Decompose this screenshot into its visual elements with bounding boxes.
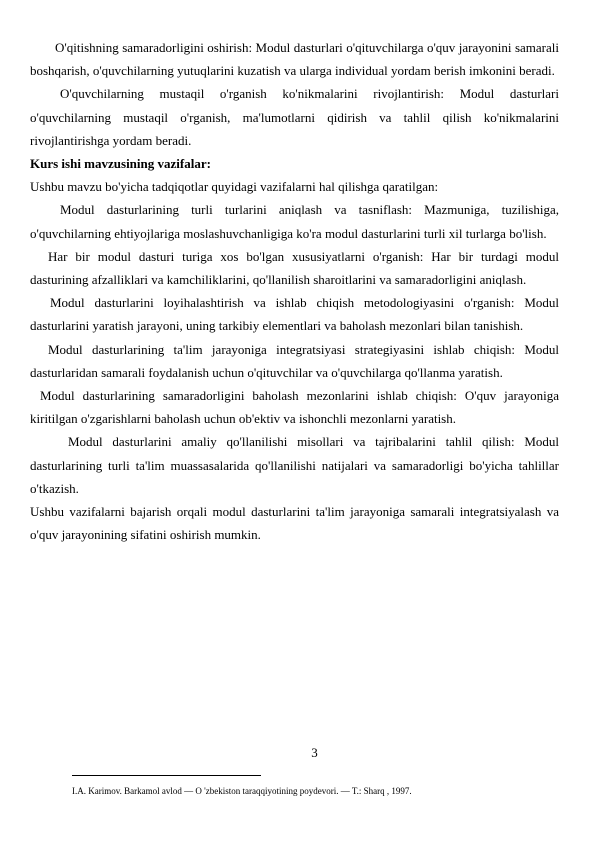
section-heading: Kurs ishi mavzusining vazifalar:	[30, 156, 211, 172]
footnote: I.A. Karimov. Barkamol avlod — O 'zbekiston taraqqiyotining poydevori. — T.: Sharq , 1997.	[72, 786, 412, 796]
paragraph-task-evaluation: Modul dasturlarining samaradorligini baholash mezonlarini ishlab chiqish: O'quv jarayoniga kiritilgan o'zgarishlarni baholash uchun ob'ektiv va ishonchli mezonlarni yaratish.	[30, 388, 559, 427]
paragraph-task-methodology: Modul dasturlarini loyihalashtirish va ishlab chiqish metodologiyasini o'rganish: Modul dasturlarini yaratish jarayoni, uning tarkibiy elementlari va baholash mezonlari bilan tanishish.	[30, 295, 559, 334]
document-body	[30, 36, 559, 546]
paragraph-task-features: Har bir modul dasturi turiga xos bo'lgan xususiyatlarni o'rganish: Har bir turdagi modul dasturining afzalliklari va kamchiliklarini, qo'llanilish sharoitlarini va samaradorligini aniqlash.	[30, 248, 559, 288]
paragraph-task-practice: Modul dasturlarini amaliy qo'llanilishi misollari va tajribalarini tahlil qilish: Modul dasturlarining turli ta'lim muassasalarida qo'llanilishi natijalari va samaradorligi bo'yicha tahlillar o'tkazish.	[30, 434, 559, 496]
paragraph-task-classification: Modul dasturlarining turli turlarini aniqlash va tasniflash: Mazmuniga, tuzilishiga, o'quvchilarning ehtiyojlariga moslashuvchanligiga ko'ra modul dasturlarini turli xil turlarga bo'lish.	[30, 202, 559, 241]
paragraph-intro: Ushbu mavzu bo'yicha tadqiqotlar quyidagi vazifalarni hal qilishga qaratilgan:	[30, 179, 439, 195]
page-number: 3	[311, 745, 318, 760]
paragraph-teaching-efficiency: O'qitishning samaradorligini oshirish: Modul dasturlari o'qituvchilarga o'quv jarayonini samarali boshqarish, o'quvchilarning yutuqlarini kuzatish va ularga individual yordam berish imkonini beradi.	[30, 40, 559, 79]
paragraph-task-integration: Modul dasturlarining ta'lim jarayoniga integratsiyasi strategiyasini ishlab chiqish: Modul dasturlaridan samarali foydalanish uchun o'qituvchilar va o'quvchilarga qo'llanma yaratish.	[30, 341, 559, 380]
footnote-divider	[72, 775, 261, 776]
paragraph-independent-learning: O'quvchilarning mustaqil o'rganish ko'nikmalarini rivojlantirish: Modul dasturlari o'quvchilarning mustaqil o'rganish, ma'lumotlarni qidirish va tahlil qilish ko'nikmalarini rivojlantirishga yordam beradi.	[30, 86, 559, 148]
paragraph-conclusion: Ushbu vazifalarni bajarish orqali modul dasturlarini ta'lim jarayoniga samarali integratsiyalash va o'quv jarayonining sifatini oshirish mumkin.	[30, 504, 559, 543]
